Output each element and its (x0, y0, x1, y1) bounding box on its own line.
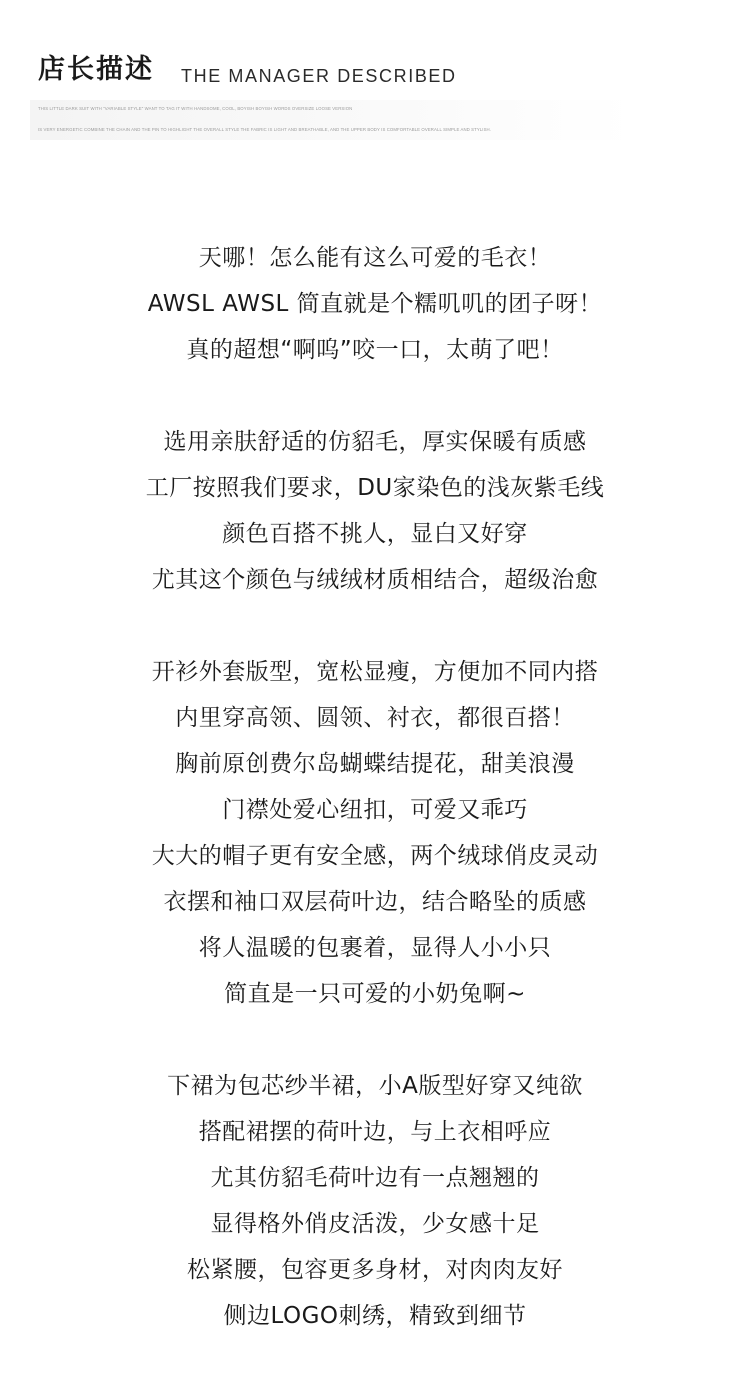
text-line: 将人温暖的包裹着，显得人小小只 (198, 935, 552, 961)
english-description-line: THIS LITTLE DARK SUIT WITH "VARIABLE STYLE" WANT TO TAG IT WITH HANDSOME, COOL, BOYISH BOYISH WORDS OVERSIZE LOOSE VERSION (38, 106, 353, 111)
text-line: 简直是一只可爱的小奶兔啊~ (224, 981, 526, 1007)
text-line: 选用亲肤舒适的仿貂毛，厚实保暖有质感 (163, 429, 587, 455)
text-line: 衣摆和袖口双层荷叶边，结合略坠的质感 (163, 889, 587, 915)
section-header (38, 52, 718, 92)
text-line: 内里穿高领、圆领、衬衣，都很百搭！ (175, 705, 575, 731)
text-line: 工厂按照我们要求，DU家染色的浅灰紫毛线 (145, 475, 605, 501)
paragraph-intro (0, 235, 750, 373)
paragraph-cardigan (0, 649, 750, 1017)
section-subtitle: THE MANAGER DESCRIBED (181, 66, 457, 86)
text-line: 显得格外俏皮活泼，少女感十足 (210, 1211, 540, 1237)
paragraph-material (0, 419, 750, 603)
text-line: 大大的帽子更有安全感，两个绒球俏皮灵动 (151, 843, 599, 869)
text-line: 搭配裙摆的荷叶边，与上衣相呼应 (198, 1119, 552, 1145)
text-line: 天哪！怎么能有这么可爱的毛衣！ (198, 245, 552, 271)
text-line: 门襟处爱心纽扣，可爱又乖巧 (222, 797, 528, 823)
text-line: 下裙为包芯纱半裙，小A版型好穿又纯欲 (167, 1073, 583, 1099)
text-line: 松紧腰，包容更多身材，对肉肉友好 (187, 1257, 563, 1283)
paragraph-skirt (0, 1063, 750, 1339)
text-line: 尤其这个颜色与绒绒材质相结合，超级治愈 (151, 567, 599, 593)
text-line: 开衫外套版型，宽松显瘦，方便加不同内搭 (151, 659, 599, 685)
english-description-line: IS VERY ENERGETIC COMBINE THE CHAIN AND THE PIN TO HIGHLIGHT THE OVERALL STYLE THE FABRIC IS LIGHT AND BREATHABLE, AND THE UPPER BODY IS COMFORTABLE OVERALL SIMPLE AND STYLISH. (38, 127, 492, 132)
description-body (0, 235, 750, 1339)
text-line: AWSL AWSL 简直就是个糯叽叽的团子呀！ (147, 291, 603, 317)
text-line: 真的超想“啊呜”咬一口，太萌了吧！ (186, 337, 564, 363)
text-line: 颜色百搭不挑人，显白又好穿 (222, 521, 528, 547)
text-line: 胸前原创费尔岛蝴蝶结提花，甜美浪漫 (175, 751, 575, 777)
text-line: 侧边LOGO刺绣，精致到细节 (223, 1303, 527, 1329)
english-description-band (30, 100, 635, 140)
text-line: 尤其仿貂毛荷叶边有一点翘翘的 (210, 1165, 540, 1191)
section-title: 店长描述 (38, 54, 154, 85)
